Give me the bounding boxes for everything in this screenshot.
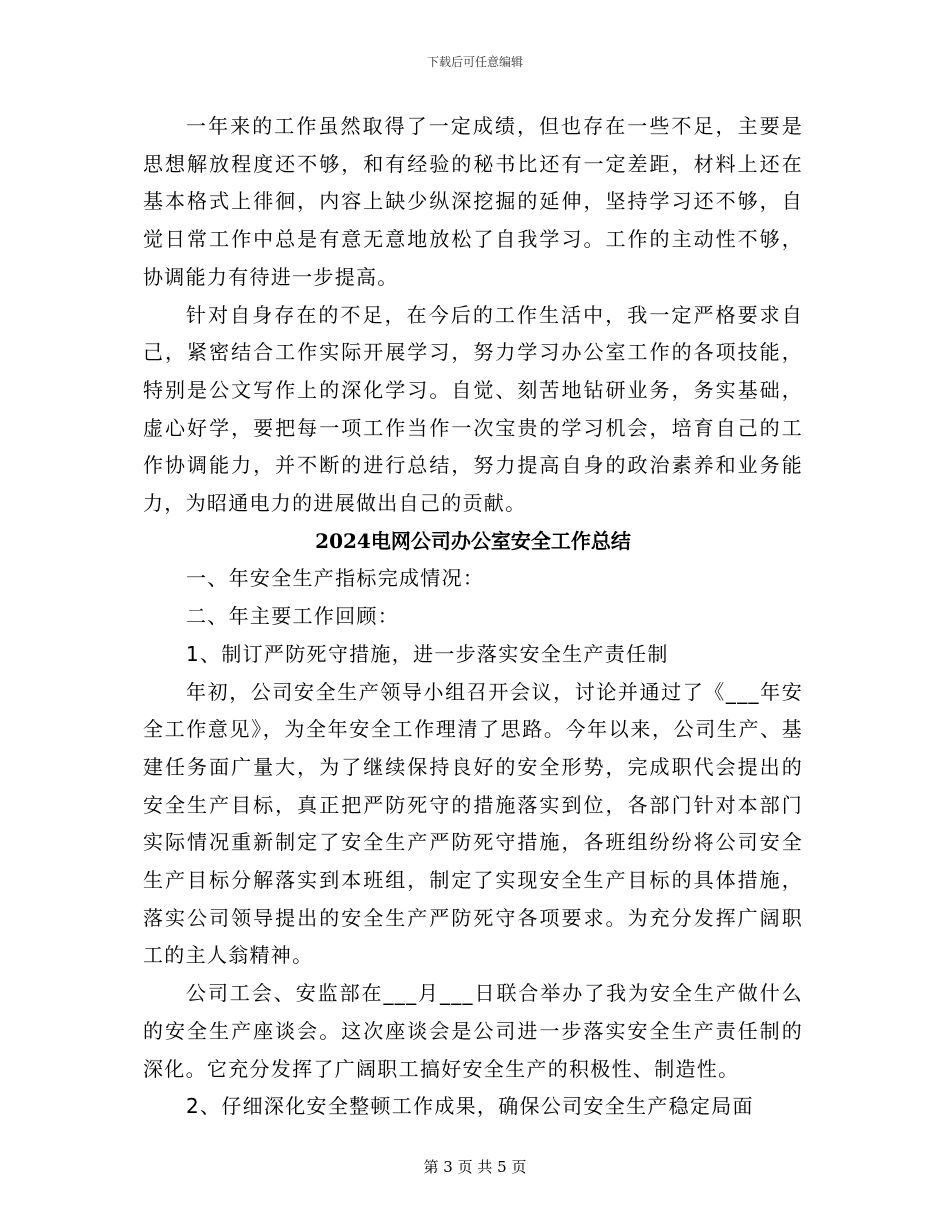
page-number: 第 3 页 共 5 页 [423, 1158, 527, 1176]
paragraph-shortcomings: 一年来的工作虽然取得了一定成绩，但也存在一些不足，主要是思想解放程度还不够，和有经验的秘书比还有一定差距，材料上还在基本格式上徘徊，内容上缺少纵深挖掘的延伸，坚持学习还不够，自觉日常工作中总是有意无意地放松了自我学习。工作的主动性不够，协调能力有待进一步提高。 [143, 114, 803, 289]
paragraph-improvement: 针对自身存在的不足，在今后的工作生活中，我一定严格要求自己，紧密结合工作实际开展学习，努力学习办公室工作的各项技能，特别是公文写作上的深化学习。自觉、刻苦地钻研业务，务实基础，虚心好学，要把每一项工作当作一次宝贵的学习机会，培育自己的工作协调能力，并不断的进行总结，努力提高自身的政治素养和业务能力，为昭通电力的进展做出自己的贡献。 [143, 302, 803, 516]
document-title: 2024电网公司办公室安全工作总结 [315, 528, 631, 553]
page-header: 下载后可任意编辑 [426, 55, 523, 69]
item-heading-2: 2、仔细深化安全整顿工作成果，确保公司安全生产稳定局面 [186, 1094, 754, 1119]
section-heading-2: 二、年主要工作回顾： [186, 604, 399, 629]
document-body [143, 108, 803, 1126]
section-heading-1: 一、年安全生产指标完成情况： [186, 566, 485, 591]
item-heading-1: 1、制订严防死守措施，进一步落实安全生产责任制 [186, 641, 669, 666]
paragraph-safety-measures: 年初，公司安全生产领导小组召开会议，讨论并通过了《___年安全工作意见》，为全年安全工作理清了思路。今年以来，公司生产、基建任务面广量大，为了继续保持良好的安全形势，完成职代会提出的安全生产目标，真正把严防死守的措施落实到位，各部门针对本部门实际情况重新制定了安全生产严防死守措施，各班组纷纷将公司安全生产目标分解落实到本班组，制定了实现安全生产目标的具体措施，落实公司领导提出的安全生产严防死守各项要求。为充分发挥广阔职工的主人翁精神。 [143, 679, 803, 968]
paragraph-safety-meeting: 公司工会、安监部在___月___日联合举办了我为安全生产做什么的安全生产座谈会。这次座谈会是公司进一步落实安全生产责任制的深化。它充分发挥了广阔职工搞好安全生产的积极性、制造性。 [143, 981, 803, 1081]
